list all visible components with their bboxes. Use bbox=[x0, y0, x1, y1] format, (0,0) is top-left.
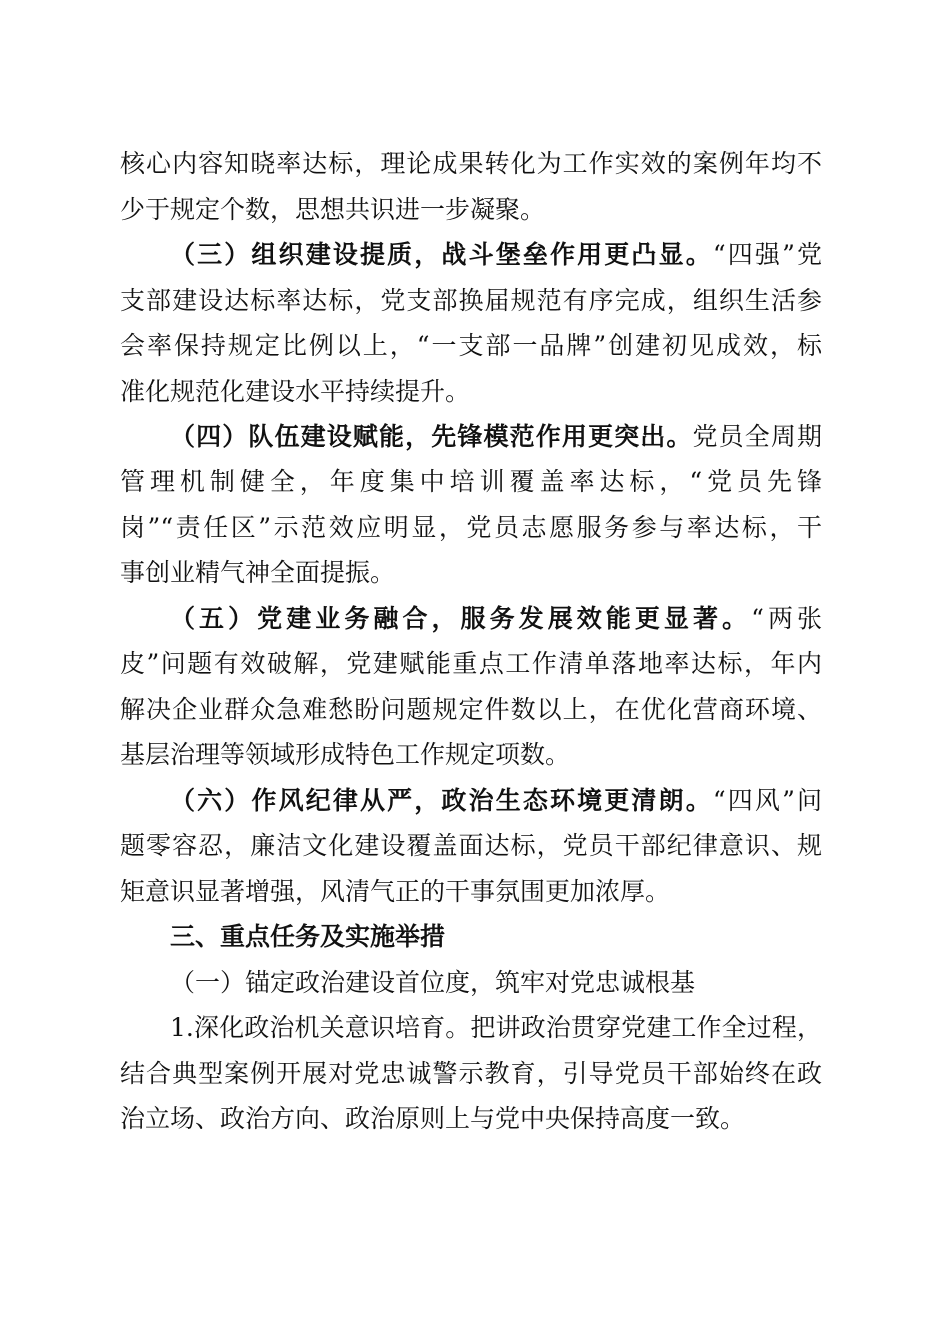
paragraph-line: 解决企业群众急难愁盼问题规定件数以上，在优化营商环境、 bbox=[120, 695, 822, 724]
subsection-heading: （一）锚定政治建设首位度，筑牢对党忠诚根基 bbox=[170, 968, 696, 997]
paragraph-line: 事创业精气神全面提振。 bbox=[120, 558, 396, 587]
paragraph-line: 治立场、政治方向、政治原则上与党中央保持高度一致。 bbox=[120, 1104, 746, 1133]
paragraph-text: 党员全周期 bbox=[692, 422, 822, 451]
paragraph-line bbox=[170, 420, 822, 454]
paragraph-line: 管理机制健全，年度集中培训覆盖率达标，“党员先锋 bbox=[120, 467, 822, 496]
goal-lead-3: （三）组织建设提质，战斗堡垒作用更凸显。 bbox=[170, 240, 713, 269]
paragraph-line: 题零容忍，廉洁文化建设覆盖面达标，党员干部纪律意识、规 bbox=[120, 831, 822, 860]
paragraph-line: 岗”“责任区”示范效应明显，党员志愿服务参与率达标，干 bbox=[120, 513, 822, 542]
paragraph-line bbox=[170, 784, 822, 818]
paragraph-line: 少于规定个数，思想共识进一步凝聚。 bbox=[120, 195, 546, 224]
paragraph-line bbox=[170, 602, 822, 636]
paragraph-line: 会率保持规定比例以上，“一支部一品牌”创建初见成效，标 bbox=[120, 331, 822, 360]
paragraph-line: 准化规范化建设水平持续提升。 bbox=[120, 377, 471, 406]
paragraph-line: 支部建设达标率达标，党支部换届规范有序完成，组织生活参 bbox=[120, 286, 822, 315]
paragraph-line: 1.深化政治机关意识培育。把讲政治贯穿党建工作全过程， bbox=[170, 1013, 822, 1042]
paragraph-line: 矩意识显著增强，风清气正的干事氛围更加浓厚。 bbox=[120, 877, 671, 906]
paragraph-line: 皮”问题有效破解，党建赋能重点工作清单落地率达标，年内 bbox=[120, 649, 822, 678]
section-heading: 三、重点任务及实施举措 bbox=[170, 922, 446, 951]
goal-lead-6: （六）作风纪律从严，政治生态环境更清朗。 bbox=[170, 786, 713, 815]
paragraph-line: 核心内容知晓率达标，理论成果转化为工作实效的案例年均不 bbox=[120, 149, 822, 178]
paragraph-text: “四强”党 bbox=[712, 240, 822, 269]
paragraph-line: 基层治理等领域形成特色工作规定项数。 bbox=[120, 740, 571, 769]
goal-lead-4: （四）队伍建设赋能，先锋模范作用更突出。 bbox=[170, 422, 693, 451]
paragraph-text: “两张 bbox=[751, 604, 822, 633]
paragraph-text: “四风”问 bbox=[712, 786, 822, 815]
goal-lead-5: （五）党建业务融合，服务发展效能更显著。 bbox=[170, 604, 752, 633]
paragraph-line bbox=[170, 238, 822, 272]
paragraph-line: 结合典型案例开展对党忠诚警示教育，引导党员干部始终在政 bbox=[120, 1059, 822, 1088]
